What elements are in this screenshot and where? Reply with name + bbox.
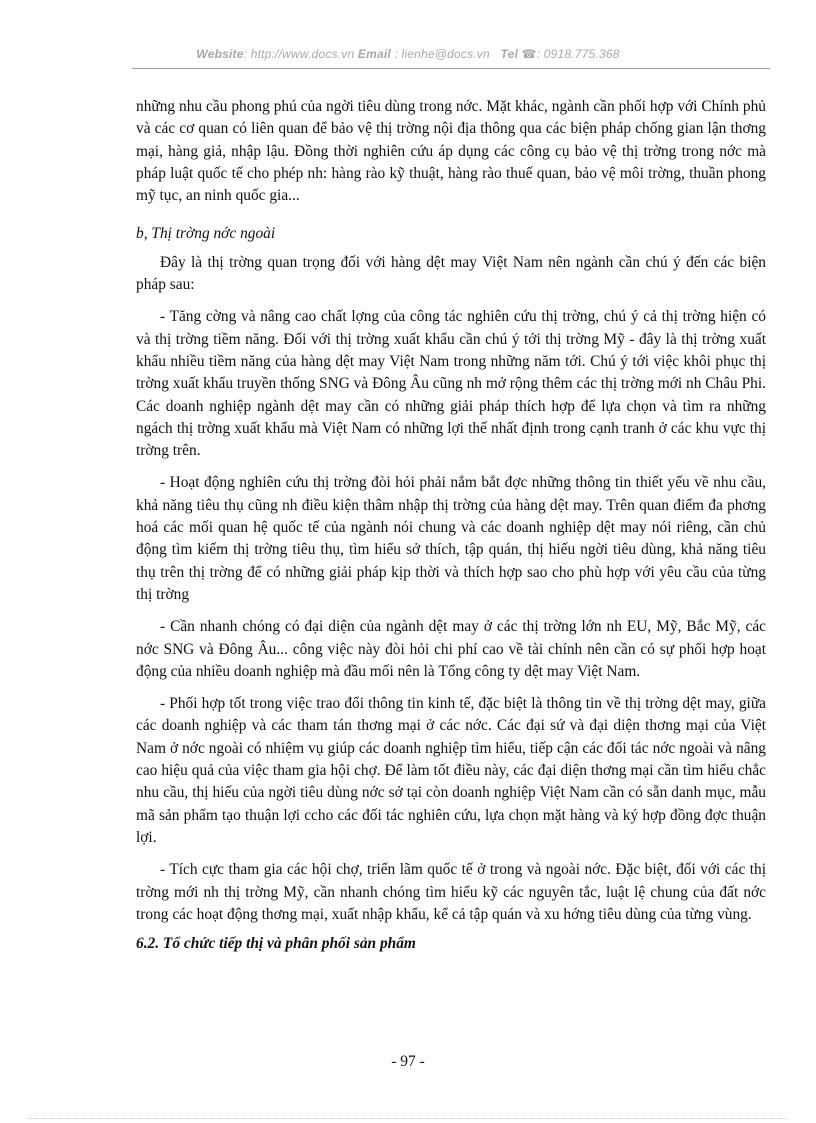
paragraph-intro: những nhu cầu phong phú của ngời tiêu dùng trong nớc. Mặt khác, ngành cần phối hợp với Chính phủ và các cơ quan có liên quan để bảo vệ thị trờng nội địa thông qua các biện pháp chống gian lận thơng mại, hàng giả, nhập lậu. Đồng thời nghiên cứu áp dụng các công cụ bảo vệ thị trờng trong nớc mà pháp luật quốc tế cho phép nh: hàng rào kỹ thuật, hàng rào thuế quan, bảo vệ môi trờng, thuần phong mỹ tục, an ninh quốc gia... (136, 98, 766, 205)
page-header (0, 47, 816, 61)
section-heading-6-2: 6.2. Tổ chức tiếp thị và phân phối sản phẩm (136, 935, 416, 953)
tel-number: : 0918.775.368 (536, 47, 620, 61)
subheading-foreign-market: b, Thị trờng nớc ngoài (136, 225, 276, 243)
paragraph-foreign-market-intro: Đây là thị trờng quan trọng đối với hàng dệt may Việt Nam nên ngành cần chú ý đến các biện pháp sau: (136, 253, 766, 294)
email-address: : lienhe@docs.vn (390, 47, 490, 61)
website-url: : http://www.docs.vn (243, 47, 355, 61)
page-number: - 97 - (391, 1053, 425, 1070)
email-label: Email (357, 47, 391, 61)
paragraph-market-research-activity: - Hoạt động nghiên cứu thị trờng đòi hỏi phải nắm bắt đợc những thông tin thiết yếu về nhu cầu, khả năng tiêu thụ cũng nh điều kiện thâm nhập thị trờng của hàng dệt may. Trên quan điểm đa phơng hoá các mối quan hệ quốc tế của ngành nói chung và các doanh nghiệp dệt may nói riêng, cần chủ động tìm kiếm thị trờng tiêu thụ, tìm hiểu sở thích, tập quán, thị hiếu ngời tiêu dùng, khả năng tiêu thụ trên thị trờng để có những giải pháp kịp thời và thích hợp sao cho phù hợp với yêu cầu của từng thị trờng (136, 474, 766, 603)
tel-label: Tel (500, 47, 518, 61)
website-label: Website (196, 47, 244, 61)
paragraph-trade-fairs: - Tích cực tham gia các hội chợ, triển lãm quốc tế ở trong và ngoài nớc. Đặc biệt, đối với các thị trờng mới nh thị trờng Mỹ, cần nhanh chóng tìm hiểu kỹ các nguyên tắc, luật lệ chung của đất nớc trong các hoạt động thơng mại, xuất nhập khẩu, kể cả tập quán và xu hớng tiêu dùng của từng vùng. (136, 861, 766, 923)
header-divider (132, 68, 770, 69)
bottom-divider (28, 1118, 788, 1119)
document-body (136, 96, 766, 955)
paragraph-representatives: - Cần nhanh chóng có đại diện của ngành dệt may ở các thị trờng lớn nh EU, Mỹ, Bắc Mỹ, các nớc SNG và Đông Âu... công việc này đòi hỏi chi phí cao về tài chính nên cần có sự phối hợp hoạt động của nhiều doanh nghiệp mà đầu mối nên là Tổng công ty dệt may Việt Nam. (136, 618, 766, 680)
paragraph-information-exchange: - Phối hợp tốt trong việc trao đổi thông tin kinh tế, đặc biệt là thông tin về thị trờng dệt may, giữa các doanh nghiệp và các tham tán thơng mại ở các nớc. Các đại sứ và đại diện thơng mại của Việt Nam ở nớc ngoài có nhiệm vụ giúp các doanh nghiệp tìm hiểu, tiếp cận các đối tác nớc ngoài và nâng cao hiệu quả của việc tham gia hội chợ. Để làm tốt điều này, các đại diện thơng mại cần tìm hiểu chắc nhu cầu, thị hiếu của ngời tiêu dùng nớc sở tại còn doanh nghiệp Việt Nam cần có sẵn danh mục, mẫu mã sản phẩm tạo thuận lợi ccho các đối tác nghiên cứu, lựa chọn mặt hàng và ký hợp đồng đợc thuận lợi. (136, 695, 766, 846)
phone-icon: ☎ (521, 47, 537, 61)
paragraph-research: - Tăng cờng và nâng cao chất lợng của công tác nghiên cứu thị trờng, chú ý cả thị trờng hiện có và thị trờng tiềm năng. Đối với thị trờng xuất khẩu cần chú ý tới thị trờng Mỹ - đây là thị trờng xuất khẩu nhiều tiềm năng của hàng dệt may Việt Nam trong những năm tới. Chú ý tới việc khôi phục thị trờng xuất khẩu truyền thống SNG và Đông Âu cũng nh mở rộng thêm các thị trờng mới nh Châu Phi. Các doanh nghiệp ngành dệt may cần có những giải pháp thích hợp để lựa chọn và tìm ra những ngách thị trờng xuất khẩu mà Việt Nam có những lợi thế nhất định trong cạnh tranh ở các khu vực thị trờng trên. (136, 308, 766, 460)
